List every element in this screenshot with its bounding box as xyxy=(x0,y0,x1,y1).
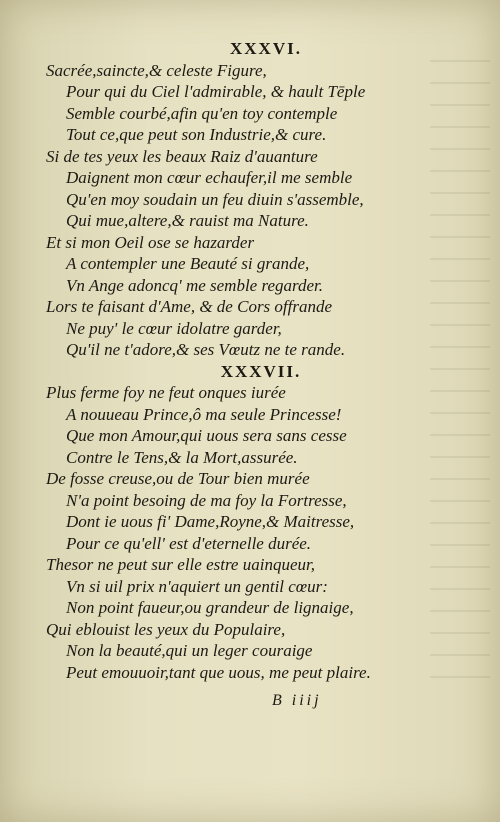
verse-line: Qui eblouist les yeux du Populaire, xyxy=(46,619,286,639)
sonnet-heading: XXXVI. xyxy=(230,39,302,58)
verse-line: Dont ie uous fi' Dame,Royne,& Maitresse, xyxy=(66,512,355,531)
verse-line: A nouueau Prince,ô ma seule Princesse! xyxy=(66,404,342,424)
verse-line: Ne puy' le cœur idolatre garder, xyxy=(66,318,282,338)
verse-line: Sacrée,saincte,& celeste Figure, xyxy=(46,60,267,80)
verse-line: Que mon Amour,qui uous sera sans cesse xyxy=(66,426,347,445)
verse-line: Qu'il ne t'adore,& ses Vœutz ne te rande. xyxy=(66,340,346,359)
verse-line: Qu'en moy soudain un feu diuin s'assemble, xyxy=(66,189,364,209)
verse-line: Si de tes yeux les beaux Raiz d'auanture xyxy=(46,146,318,166)
verse-line: Peut emouuoir,tant que uous, me peut plaire. xyxy=(66,662,371,682)
sonnet-xxxvi xyxy=(46,60,476,361)
verse-line: Tout ce,que peut son Industrie,& cure. xyxy=(66,125,327,144)
verse-line: Et si mon Oeil ose se hazarder xyxy=(46,232,255,252)
verse-line: Plus ferme foy ne feut onques iurée xyxy=(46,383,286,402)
verse-line: De fosse creuse,ou de Tour bien murée xyxy=(46,469,310,488)
sonnet-heading: XXXVII. xyxy=(220,361,302,381)
verse-line: Pour ce qu'ell' est d'eternelle durée. xyxy=(66,533,312,553)
verse-line: Non la beauté,qui un leger couraige xyxy=(66,641,313,660)
verse-line: Daignent mon cœur echaufer,il me semble xyxy=(66,168,353,187)
verse-line: Non point faueur,ou grandeur de lignaige, xyxy=(66,598,354,617)
poem-text-block xyxy=(46,38,476,683)
verse-line: Qui mue,altere,& rauist ma Nature. xyxy=(66,211,309,230)
verse-line: Vn Ange adoncq' me semble regarder. xyxy=(66,275,324,295)
verse-line: N'a point besoing de ma foy la Fortresse, xyxy=(66,490,347,510)
verse-line: Vn si uil prix n'aquiert un gentil cœur: xyxy=(66,576,328,596)
sonnet-xxxvii xyxy=(46,382,476,683)
verse-line: Contre le Tens,& la Mort,assurée. xyxy=(66,447,298,467)
verse-line: Semble courbé,afin qu'en toy contemple xyxy=(66,103,338,123)
verse-line: Lors te faisant d'Ame, & de Cors offrande xyxy=(46,297,333,316)
verse-line: Pour qui du Ciel l'admirable, & hault Tēple xyxy=(66,82,366,101)
signature-mark: B iiij xyxy=(272,692,322,709)
verse-line: A contempler une Beauté si grande, xyxy=(66,254,310,273)
verse-line: Thesor ne peut sur elle estre uainqueur, xyxy=(46,555,315,574)
